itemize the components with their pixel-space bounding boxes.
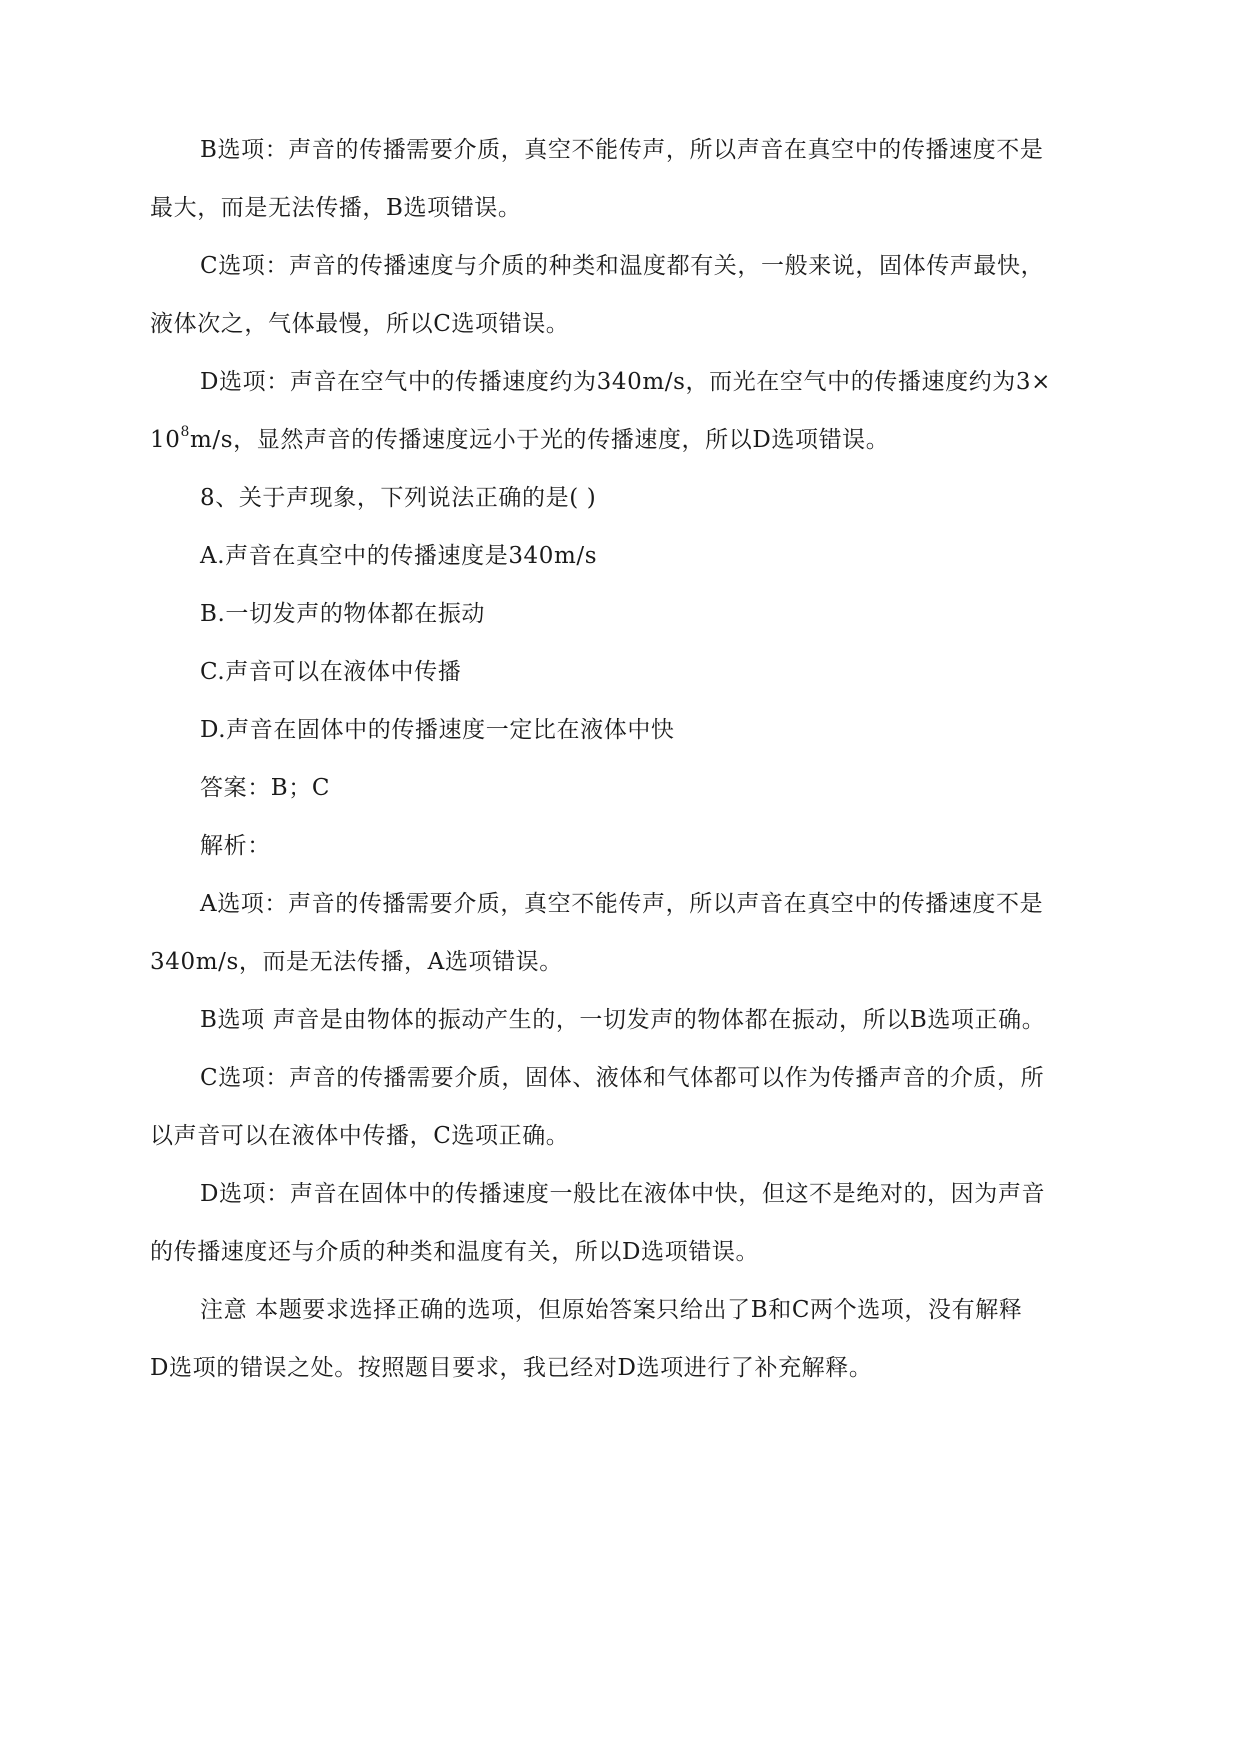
analysis-c-line-2: 以声音可以在液体中传播，C选项正确。: [150, 1123, 570, 1149]
paragraph-d-option-line-1: D选项：声音在空气中的传播速度约为340m/s，而光在空气中的传播速度约为3×: [200, 369, 1052, 395]
power-base: 10: [150, 427, 181, 453]
paragraph-b-option-line-1: B选项：声音的传播需要介质，真空不能传声，所以声音在真空中的传播速度不是: [200, 137, 1044, 163]
question-8-option-d: D.声音在固体中的传播速度一定比在液体中快: [200, 717, 675, 743]
note-line-2: D选项的错误之处。按照题目要求，我已经对D选项进行了补充解释。: [150, 1355, 873, 1381]
analysis-a-line-2: 340m/s，而是无法传播，A选项错误。: [150, 949, 563, 975]
document-page: [150, 0, 1092, 1754]
paragraph-d-option-line-2: [150, 424, 889, 456]
note-line-1: 注意 本题要求选择正确的选项，但原始答案只给出了B和C两个选项，没有解释: [200, 1297, 1023, 1323]
paragraph-b-option-line-2: 最大，而是无法传播，B选项错误。: [150, 195, 522, 221]
question-8-option-b: B.一切发声的物体都在振动: [200, 601, 486, 627]
analysis-d-line-1: D选项：声音在固体中的传播速度一般比在液体中快，但这不是绝对的，因为声音: [200, 1181, 1046, 1207]
question-8-stem: 8、关于声现象，下列说法正确的是( ): [200, 485, 597, 511]
analysis-d-line-2: 的传播速度还与介质的种类和温度有关，所以D选项错误。: [150, 1239, 760, 1265]
answer-line: 答案：B；C: [200, 775, 331, 801]
analysis-a-line-1: A选项：声音的传播需要介质，真空不能传声，所以声音在真空中的传播速度不是: [200, 891, 1044, 917]
power-line-rest: m/s，显然声音的传播速度远小于光的传播速度，所以D选项错误。: [189, 427, 890, 453]
power-exponent: 8: [180, 424, 190, 441]
question-8-option-a: A.声音在真空中的传播速度是340m/s: [200, 543, 598, 569]
analysis-c-line-1: C选项：声音的传播需要介质，固体、液体和气体都可以作为传播声音的介质，所: [200, 1065, 1045, 1091]
paragraph-c-option-line-2: 液体次之，气体最慢，所以C选项错误。: [150, 311, 570, 337]
paragraph-c-option-line-1: C选项：声音的传播速度与介质的种类和温度都有关，一般来说，固体传声最快，: [200, 253, 1045, 279]
question-8-option-c: C.声音可以在液体中传播: [200, 659, 462, 685]
analysis-heading: 解析：: [200, 833, 271, 859]
analysis-b-line-1: B选项 声音是由物体的振动产生的，一切发声的物体都在振动，所以B选项正确。: [200, 1007, 1046, 1033]
